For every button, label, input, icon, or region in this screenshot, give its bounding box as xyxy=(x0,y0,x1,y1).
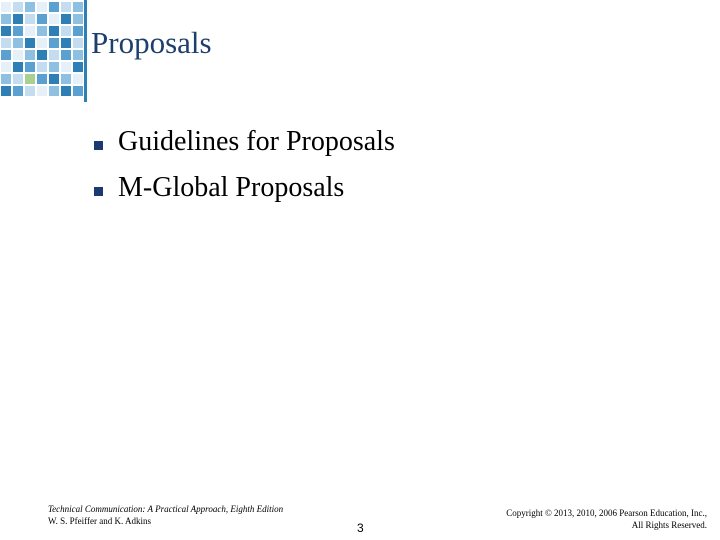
square-bullet-icon xyxy=(94,141,103,150)
mosaic-tile xyxy=(61,14,71,24)
mosaic-tile xyxy=(61,38,71,48)
mosaic-tile xyxy=(37,2,47,12)
mosaic-tile xyxy=(49,74,59,84)
title-accent-bar xyxy=(84,0,87,102)
mosaic-tile xyxy=(73,2,83,12)
mosaic-tile xyxy=(1,26,11,36)
mosaic-tile xyxy=(37,74,47,84)
mosaic-tile xyxy=(61,26,71,36)
mosaic-tile xyxy=(49,2,59,12)
mosaic-tile xyxy=(1,2,11,12)
mosaic-tile xyxy=(73,26,83,36)
mosaic-tile xyxy=(25,26,35,36)
mosaic-tile xyxy=(13,62,23,72)
mosaic-tile xyxy=(49,86,59,96)
mosaic-tile xyxy=(1,50,11,60)
bullet-text: M-Global Proposals xyxy=(118,172,345,203)
footer-book-title: Technical Communication: A Practical Approach, Eighth Edition xyxy=(48,504,284,514)
mosaic-tile xyxy=(1,74,11,84)
footer-authors: W. S. Pfeiffer and K. Adkins xyxy=(48,516,151,526)
mosaic-tile xyxy=(73,86,83,96)
footer-copyright xyxy=(506,507,707,531)
mosaic-tile xyxy=(1,14,11,24)
copyright-line-1: Copyright © 2013, 2010, 2006 Pearson Education, Inc., xyxy=(506,508,707,518)
mosaic-tile xyxy=(1,38,11,48)
mosaic-tile xyxy=(61,62,71,72)
mosaic-tile xyxy=(73,74,83,84)
mosaic-tile xyxy=(25,14,35,24)
mosaic-tile xyxy=(37,38,47,48)
mosaic-tile xyxy=(49,62,59,72)
mosaic-tile xyxy=(25,2,35,12)
mosaic-tile xyxy=(13,26,23,36)
mosaic-tile xyxy=(37,86,47,96)
mosaic-tile xyxy=(13,86,23,96)
mosaic-tile xyxy=(61,2,71,12)
mosaic-tile xyxy=(25,50,35,60)
mosaic-tile xyxy=(25,74,35,84)
mosaic-tile xyxy=(13,14,23,24)
mosaic-tile xyxy=(73,14,83,24)
mosaic-tile xyxy=(61,86,71,96)
mosaic-tile xyxy=(37,14,47,24)
mosaic-tile xyxy=(13,74,23,84)
mosaic-tile xyxy=(37,26,47,36)
mosaic-tile xyxy=(61,74,71,84)
mosaic-tile xyxy=(1,86,11,96)
mosaic-tile xyxy=(73,62,83,72)
mosaic-tile xyxy=(73,38,83,48)
mosaic-tile xyxy=(13,50,23,60)
slide-title: Proposals xyxy=(91,25,212,60)
copyright-line-2: All Rights Reserved. xyxy=(631,520,707,530)
mosaic-tile xyxy=(25,86,35,96)
mosaic-tile xyxy=(13,2,23,12)
footer-book-credit xyxy=(48,503,283,527)
mosaic-tile xyxy=(37,50,47,60)
decorative-tile-mosaic xyxy=(0,0,85,104)
mosaic-tile xyxy=(49,38,59,48)
square-bullet-icon xyxy=(94,187,103,196)
mosaic-tile xyxy=(49,14,59,24)
mosaic-tile xyxy=(37,62,47,72)
page-number: 3 xyxy=(357,521,364,535)
bullet-text: Guidelines for Proposals xyxy=(118,126,395,157)
mosaic-tile xyxy=(13,38,23,48)
mosaic-tile xyxy=(73,50,83,60)
mosaic-tile xyxy=(49,50,59,60)
mosaic-tile xyxy=(49,26,59,36)
mosaic-tile xyxy=(25,62,35,72)
mosaic-tile xyxy=(1,62,11,72)
mosaic-tile xyxy=(25,38,35,48)
mosaic-tile xyxy=(61,50,71,60)
